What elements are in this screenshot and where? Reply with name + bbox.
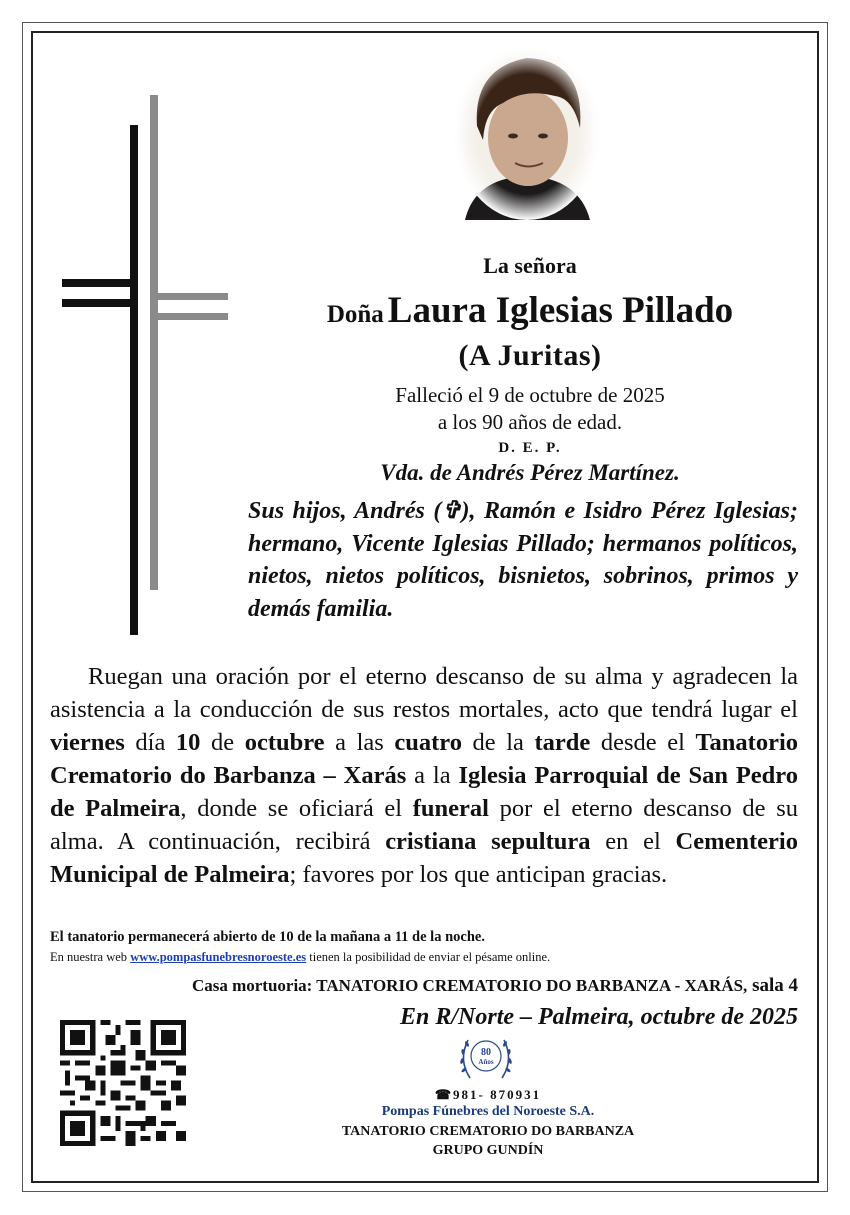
anniversary-logo [456, 1030, 516, 1086]
tanatorio-hours: El tanatorio permanecerá abierto de 10 de la mañana a 11 de la noche. [50, 929, 485, 945]
qr-code[interactable] [60, 1020, 186, 1146]
paragraph-segment: en el [590, 828, 676, 855]
paragraph-segment: día [124, 729, 176, 756]
portrait-photo [455, 48, 600, 220]
place-date: En R/Norte – Palmeira, octubre de 2025 [400, 1004, 798, 1030]
website-link[interactable]: www.pompasfunebresnoroeste.es [130, 950, 307, 964]
death-info [245, 382, 815, 436]
family-text: Sus hijos, Andrés (✞), Ramón e Isidro Pérez Iglesias; hermano, Vicente Iglesias Pillado; hermanos políticos, nietos, nietos políticos, bisnietos, sobrinos, primos y demás familia. [248, 498, 798, 622]
death-age: a los 90 años de edad. [437, 410, 623, 434]
name-prefix: Doña [326, 301, 384, 328]
web-note [50, 950, 550, 965]
title-la-senora: La señora [483, 253, 577, 278]
paragraph-segment: Cementerio Municipal de Palmeira [50, 828, 798, 888]
casa-sala: sala 4 [747, 975, 798, 996]
group-name: GRUPO GUNDÍN [432, 1143, 544, 1158]
paragraph-segment: octubre [244, 729, 325, 756]
name-text: Laura Iglesias Pillado [387, 290, 734, 331]
logo-years: Años [478, 1058, 494, 1066]
deceased-alias: (A Juritas) [458, 339, 602, 372]
paragraph-segment: cuatro [394, 729, 462, 756]
paragraph-segment: , donde se oficiará el [180, 795, 413, 822]
widow-text: Vda. de Andrés Pérez Martínez. [380, 460, 680, 485]
paragraph-segment: desde el [590, 729, 696, 756]
paragraph-segment: de la [461, 729, 535, 756]
paragraph-segment: a la [406, 762, 459, 789]
ceremony-paragraph [50, 660, 798, 891]
paragraph-segment: a las [324, 729, 395, 756]
paragraph-segment: Ruegan una oración por el eterno descanso de su alma y agradecen la asistencia a la conducción de sus restos mortales, acto que tendrá lugar el [50, 663, 798, 723]
logo-number: 80 [481, 1047, 491, 1058]
paragraph-segment: por el eterno descanso de su alma. A continuación, recibirá [50, 795, 798, 855]
death-date: Falleció el 9 de octubre de 2025 [395, 383, 665, 407]
company-name: Pompas Fúnebres del Noroeste S.A. [381, 1104, 595, 1119]
cross-icon [60, 95, 230, 640]
paragraph-segment: cristiana sepultura [385, 828, 591, 855]
paragraph-segment: Iglesia Parroquial de San Pedro de Palmeira [50, 762, 798, 822]
tanatorio-name: TANATORIO CREMATORIO DO BARBANZA [341, 1124, 635, 1139]
paragraph-segment: de [200, 729, 245, 756]
paragraph-segment: Tanatorio Crematorio do Barbanza – Xarás [50, 729, 799, 789]
paragraph-segment: ; favores por los que anticipan gracias. [289, 861, 668, 888]
phone-number: ☎981- 870931 [434, 1087, 542, 1102]
web-note-pre: En nuestra web [50, 950, 131, 964]
paragraph-segment: tarde [534, 729, 591, 756]
paragraph-segment: viernes [50, 729, 125, 756]
web-note-post: tienen la posibilidad de enviar el pésame online. [306, 950, 551, 964]
paragraph-segment: 10 [175, 729, 201, 756]
paragraph-segment: funeral [412, 795, 489, 822]
casa-mortuoria [50, 975, 798, 997]
dep-text: D. E. P. [498, 440, 562, 456]
casa-label: Casa mortuoria: TANATORIO CREMATORIO DO BARBANZA - XARÁS, [191, 976, 748, 995]
deceased-name [245, 289, 815, 332]
